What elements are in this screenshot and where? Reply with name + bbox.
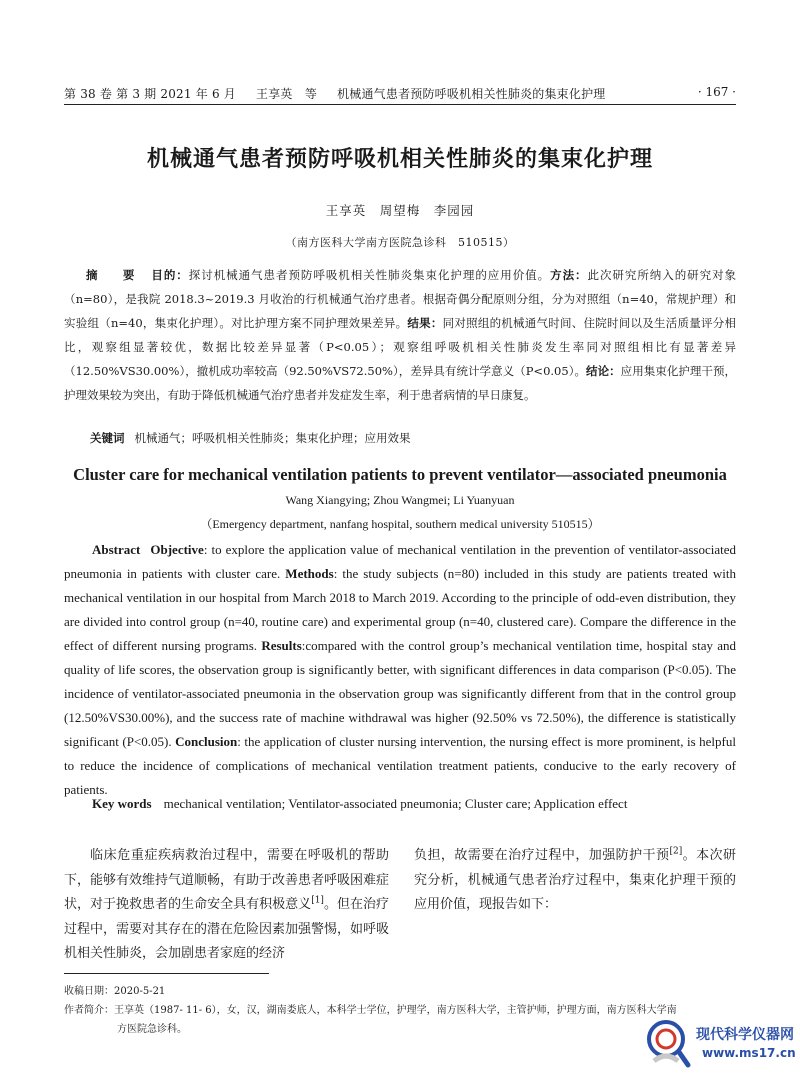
english-abstract (64, 538, 736, 802)
objective-label: 目的： (151, 268, 189, 282)
body-paragraph (64, 844, 389, 967)
english-objective-text: : to explore the application value of mechanical ventilation in the prevention of ventilator-associated pneumonia in patients with cluster care. (64, 542, 736, 581)
english-conclusion-text: : the application of cluster nursing intervention, the nursing effect is more prominent, is helpful to reduce the incidence of complications of mechanical ventilation treatment patients, conducive to the early recovery of patients. (64, 734, 736, 797)
keywords-text: 机械通气；呼吸机相关性肺炎；集束化护理；应用效果 (134, 431, 411, 445)
english-authors: Wang Xiangying; Zhou Wangmei; Li Yuanyuan (285, 493, 515, 507)
english-methods-label: Methods (285, 566, 334, 581)
paper-title: 机械通气患者预防呼吸机相关性肺炎的集束化护理 (146, 147, 653, 172)
results-label: 结果： (407, 316, 443, 330)
objective-text: 探讨机械通气患者预防呼吸机相关性肺炎集束化护理的应用价值。 (188, 268, 551, 282)
keywords-label: 关键词 (90, 431, 125, 445)
author-list: 王享英 周望梅 李园园 (325, 203, 475, 218)
site-watermark (642, 1015, 796, 1073)
english-results-label: Results (261, 638, 302, 653)
english-keywords-text: mechanical ventilation; Ventilator-associated pneumonia; Cluster care; Application effect (163, 796, 628, 811)
english-title: Cluster care for mechanical ventilation patients to prevent ventilator—associated pneumonia (73, 465, 727, 484)
header-rule (64, 104, 736, 105)
abstract-lead: 摘 要 (86, 268, 142, 282)
body-text: 临床危重症疾病救治过程中，需要在呼吸机的帮助下，能够有效维持气道顺畅，有助于改善患者呼吸困难症状，对于挽救患者的生命安全具有积极意义 (64, 848, 390, 912)
body-text: 。但在治疗过程中，需要对其存在的潜在危险因素加强警惕，如呼吸机相关性肺炎，会加剧患者家庭的经济 (64, 897, 390, 961)
english-abstract-lead: Abstract (92, 542, 141, 557)
body-column-right (414, 844, 736, 918)
chinese-keywords (90, 430, 736, 446)
conclusion-text: 应用集束化护理干预，护理效果较为突出，有助于降低机械通气治疗患者并发症发生率，利于患者病情的早日康复。 (64, 364, 737, 402)
chinese-abstract (64, 263, 736, 407)
body-text: 负担，故需要在治疗过程中，加强防护干预 (414, 848, 670, 863)
results-text: 同对照组的机械通气时间、住院时间以及生活质量评分相比，观察组显著较优，数据比较差异显著（P<0.05）；观察组呼吸机相关性肺炎发生率同对照组相比有显著差异（12.50%VS30.00%），撤机成功率较高（92.50%VS72.50%），差异具有统计学意义（P<0.05）。 (64, 316, 736, 378)
footnote-rule (64, 973, 269, 974)
author-bio: 作者简介：王享英（1987- 11- 6），女，汉，湖南娄底人，本科学士学位，护理学，南方医科大学，主管护师，护理方面，南方医科大学南 (64, 1005, 677, 1016)
english-objective-label: Objective (150, 542, 204, 557)
running-authors: 王享英 等 (256, 87, 318, 101)
body-text: 。本次研究分析，机械通气患者治疗过程中，集束化护理干预的应用价值，现报告如下： (414, 848, 736, 912)
body-column-left (64, 844, 389, 967)
methods-label: 方法： (550, 268, 588, 282)
english-results-text: :compared with the control group’s mechanical ventilation time, hospital stay and quality of life scores, the observation group is significantly better, with significant differences in data comparison (P<0.05). The incidence of ventilator-associated pneumonia in the observation group was significantly different from that in the control group (12.50%VS30.00%), and the success rate of machine withdrawal was higher (92.50% vs 72.50%), the difference is statistically significant (P<0.05). (64, 638, 736, 749)
page-number: · 167 · (697, 85, 736, 99)
methods-text: 此次研究所纳入的研究对象（n=80），是我院 2018.3~2019.3 月收治的行机械通气治疗患者。根据奇偶分配原则分组，分为对照组（n=40，常规护理）和实验组（n=40，集束化护理）。对比护理方案不同护理效果差异。 (64, 268, 737, 330)
affiliation: （南方医科大学南方医院急诊科 510515） (285, 236, 515, 249)
english-keywords-label: Key words (92, 796, 152, 811)
english-methods-text: : the study subjects (n=80) included in this study are patients treated with mechanical ventilation in our hospital from March 2018 to March 2019. According to the principle of odd-even distribution, they are divided into control group (n=40, routine care) and experimental group (n=40, clustered care). Compare the difference in the effect of different nursing programs. (64, 566, 736, 653)
author-bio-continued: 方医院急诊科。 (117, 1024, 187, 1035)
footnotes (64, 982, 736, 1039)
watermark-name: 现代科学仪器网 (696, 1027, 794, 1043)
english-keywords (92, 796, 736, 812)
received-date: 收稿日期：2020-5-21 (64, 986, 166, 997)
conclusion-label: 结论： (586, 364, 621, 378)
running-header (64, 85, 621, 102)
reference-mark[interactable]: [1] (311, 895, 324, 906)
journal-issue: 第 38 卷 第 3 期 2021 年 6 月 (64, 87, 237, 101)
watermark-url[interactable]: www.ms17.cn (702, 1046, 796, 1060)
running-title: 机械通气患者预防呼吸机相关性肺炎的集束化护理 (337, 87, 606, 101)
reference-mark[interactable]: [2] (669, 846, 683, 857)
lens-logo-icon (642, 1015, 694, 1073)
english-affiliation: （Emergency department, nanfang hospital, southern medical university 510515） (200, 517, 600, 531)
english-conclusion-label: Conclusion (175, 734, 238, 749)
body-paragraph (414, 844, 736, 918)
